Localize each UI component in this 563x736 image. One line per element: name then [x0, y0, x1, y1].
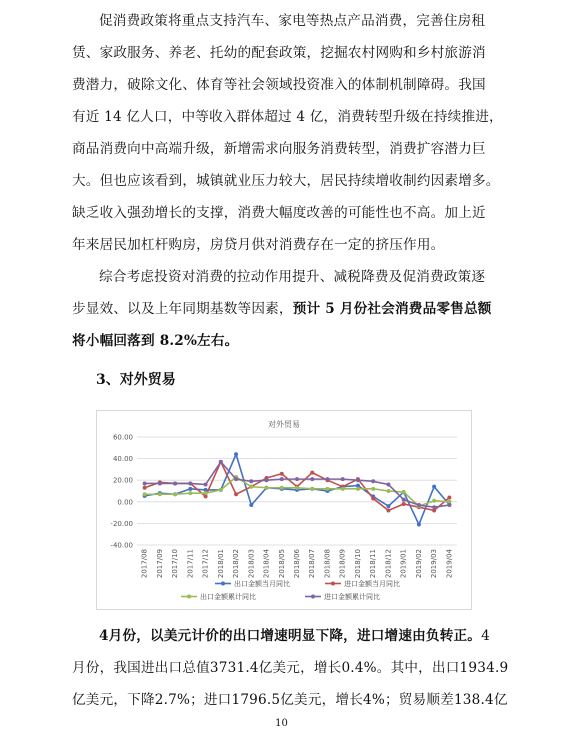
data-point: [295, 486, 299, 490]
text-line-bold: 将小幅回落到 8.2%左右。: [72, 333, 239, 349]
y-tick-label: 60.00: [112, 433, 133, 442]
x-tick-label: 2018/02: [232, 549, 241, 579]
x-tick-label: 2018/05: [277, 549, 286, 579]
data-point: [432, 499, 436, 503]
x-tick-label: 2018/10: [353, 549, 362, 579]
data-point: [386, 489, 390, 493]
chart-legend: [181, 579, 400, 601]
chart-title: 对外贸易: [268, 420, 300, 429]
data-point: [234, 452, 238, 456]
data-point: [386, 483, 390, 487]
y-tick-label: -20.00: [110, 519, 133, 528]
x-tick-label: 2018/07: [308, 549, 317, 579]
legend-marker: [331, 582, 335, 586]
data-point: [386, 504, 390, 508]
data-point: [204, 491, 208, 495]
text-line: 综合考虑投资对消费的拉动作用提升、减税降费及促消费政策逐: [99, 269, 486, 285]
text-line: [72, 620, 492, 652]
section-heading: 3、对外贸易: [96, 372, 176, 388]
data-point: [173, 481, 177, 485]
data-point: [143, 486, 147, 490]
data-point: [188, 487, 192, 491]
x-tick-label: 2017/10: [171, 549, 180, 579]
data-point: [234, 477, 238, 481]
data-point: [143, 481, 147, 485]
data-point: [143, 492, 147, 496]
text-line: 亿美元，下降2.7%；进口1796.5亿美元，增长4%；贸易顺差138.4亿: [72, 692, 508, 708]
text-line: 有近 14 亿人口，中等收入群体超过 4 亿，消费转型升级在持续推进，: [72, 109, 503, 125]
x-tick-label: 2018/04: [262, 549, 271, 579]
chart-svg: [97, 411, 471, 609]
legend-marker: [311, 595, 315, 599]
x-tick-label: 2017/12: [201, 549, 210, 579]
data-point: [295, 477, 299, 481]
text-plain: 4: [481, 628, 490, 644]
x-tick-label: 2019/03: [430, 549, 439, 579]
text-line: 月份，我国进出口总值3731.4亿美元，增长0.4%。其中，出口1934.9: [72, 660, 509, 676]
data-point: [158, 481, 162, 485]
data-point: [310, 487, 314, 491]
legend-marker: [221, 582, 225, 586]
paragraph-trade: [72, 620, 509, 716]
text-line: 促消费政策将重点支持汽车、家电等热点产品消费，完善住房租: [99, 13, 486, 29]
legend-label: 进口金额累计同比: [324, 593, 380, 601]
page-number: 10: [275, 718, 288, 729]
text-line: [72, 293, 492, 325]
y-axis-ticks: [110, 434, 133, 550]
paragraph-consumption-policy: [72, 5, 503, 261]
text-line: 缺乏收入强劲增长的支撑，消费大幅度改善的可能性也不高。加上近: [72, 205, 486, 221]
data-point: [386, 508, 390, 512]
x-tick-label: 2019/01: [399, 549, 408, 579]
text-line: 商品消费向中高端升级，新增需求向服务消费转型，消费扩容潜力巨: [72, 141, 486, 157]
data-point: [447, 495, 451, 499]
data-point: [417, 522, 421, 526]
x-tick-label: 2018/08: [323, 549, 332, 579]
chart-series: [143, 452, 452, 526]
x-axis-ticks: [141, 548, 454, 578]
data-point: [219, 460, 223, 464]
data-point: [341, 477, 345, 481]
data-point: [188, 481, 192, 485]
data-point: [447, 503, 451, 507]
data-point: [158, 492, 162, 496]
data-point: [310, 471, 314, 475]
legend-label: 出口金额当月同比: [234, 580, 290, 588]
y-tick-label: 40.00: [112, 455, 133, 464]
text-plain: 步显效、以及上年同期基数等因素，: [72, 301, 293, 317]
data-point: [402, 498, 406, 502]
data-point: [356, 487, 360, 491]
data-point: [310, 477, 314, 481]
data-point: [173, 492, 177, 496]
text-line: 年来居民加杠杆购房，房贷月供对消费存在一定的挤压作用。: [72, 237, 445, 253]
y-tick-label: 20.00: [112, 476, 133, 485]
x-tick-label: 2017/09: [155, 549, 164, 579]
data-point: [204, 483, 208, 487]
x-tick-label: 2018/01: [216, 549, 225, 579]
data-point: [402, 490, 406, 494]
data-point: [371, 479, 375, 483]
data-point: [417, 503, 421, 507]
x-tick-label: 2019/04: [445, 549, 454, 579]
data-point: [265, 478, 269, 482]
data-point: [432, 505, 436, 509]
x-tick-label: 2019/02: [414, 549, 423, 579]
data-point: [249, 485, 253, 489]
x-tick-label: 2017/08: [140, 549, 149, 579]
data-point: [219, 488, 223, 492]
data-point: [280, 486, 284, 490]
data-point: [234, 492, 238, 496]
x-tick-label: 2018/09: [338, 549, 347, 579]
x-tick-label: 2018/12: [384, 549, 393, 579]
data-point: [341, 487, 345, 491]
trade-chart: [96, 410, 472, 610]
y-tick-label: -40.00: [110, 541, 133, 550]
data-point: [402, 502, 406, 506]
text-bold: 预计 5 月份社会消费品零售总额: [292, 301, 492, 317]
data-point: [371, 497, 375, 501]
paragraph-retail-forecast: [72, 261, 492, 357]
data-point: [249, 479, 253, 483]
x-tick-label: 2017/11: [186, 549, 195, 579]
data-point: [325, 487, 329, 491]
legend-label: 出口金额累计同比: [200, 593, 256, 601]
legend-label: 进口金额当月同比: [344, 580, 400, 588]
x-tick-label: 2018/06: [293, 549, 301, 579]
data-point: [356, 478, 360, 482]
data-point: [249, 503, 253, 507]
text-line: 费潜力，破除文化、体育等社会领域投资准入的体制机制障碍。我国: [72, 77, 486, 93]
text-bold: 4月份，以美元计价的出口增速明显下降，进口增速由负转正。: [99, 628, 482, 644]
y-tick-label: 0.00: [117, 498, 133, 507]
data-point: [280, 472, 284, 476]
x-tick-label: 2018/03: [247, 549, 256, 579]
data-point: [432, 485, 436, 489]
data-point: [325, 477, 329, 481]
legend-marker: [187, 595, 191, 599]
text-line: 大。但也应该看到，城镇就业压力较大，居民持续增收制约因素增多。: [72, 173, 500, 189]
data-point: [265, 486, 269, 490]
data-point: [371, 487, 375, 491]
data-point: [188, 491, 192, 495]
x-tick-label: 2018/11: [369, 549, 378, 579]
data-point: [280, 477, 284, 481]
text-line: 赁、家政服务、养老、托幼的配套政策，挖掘农村网购和乡村旅游消: [72, 45, 486, 61]
